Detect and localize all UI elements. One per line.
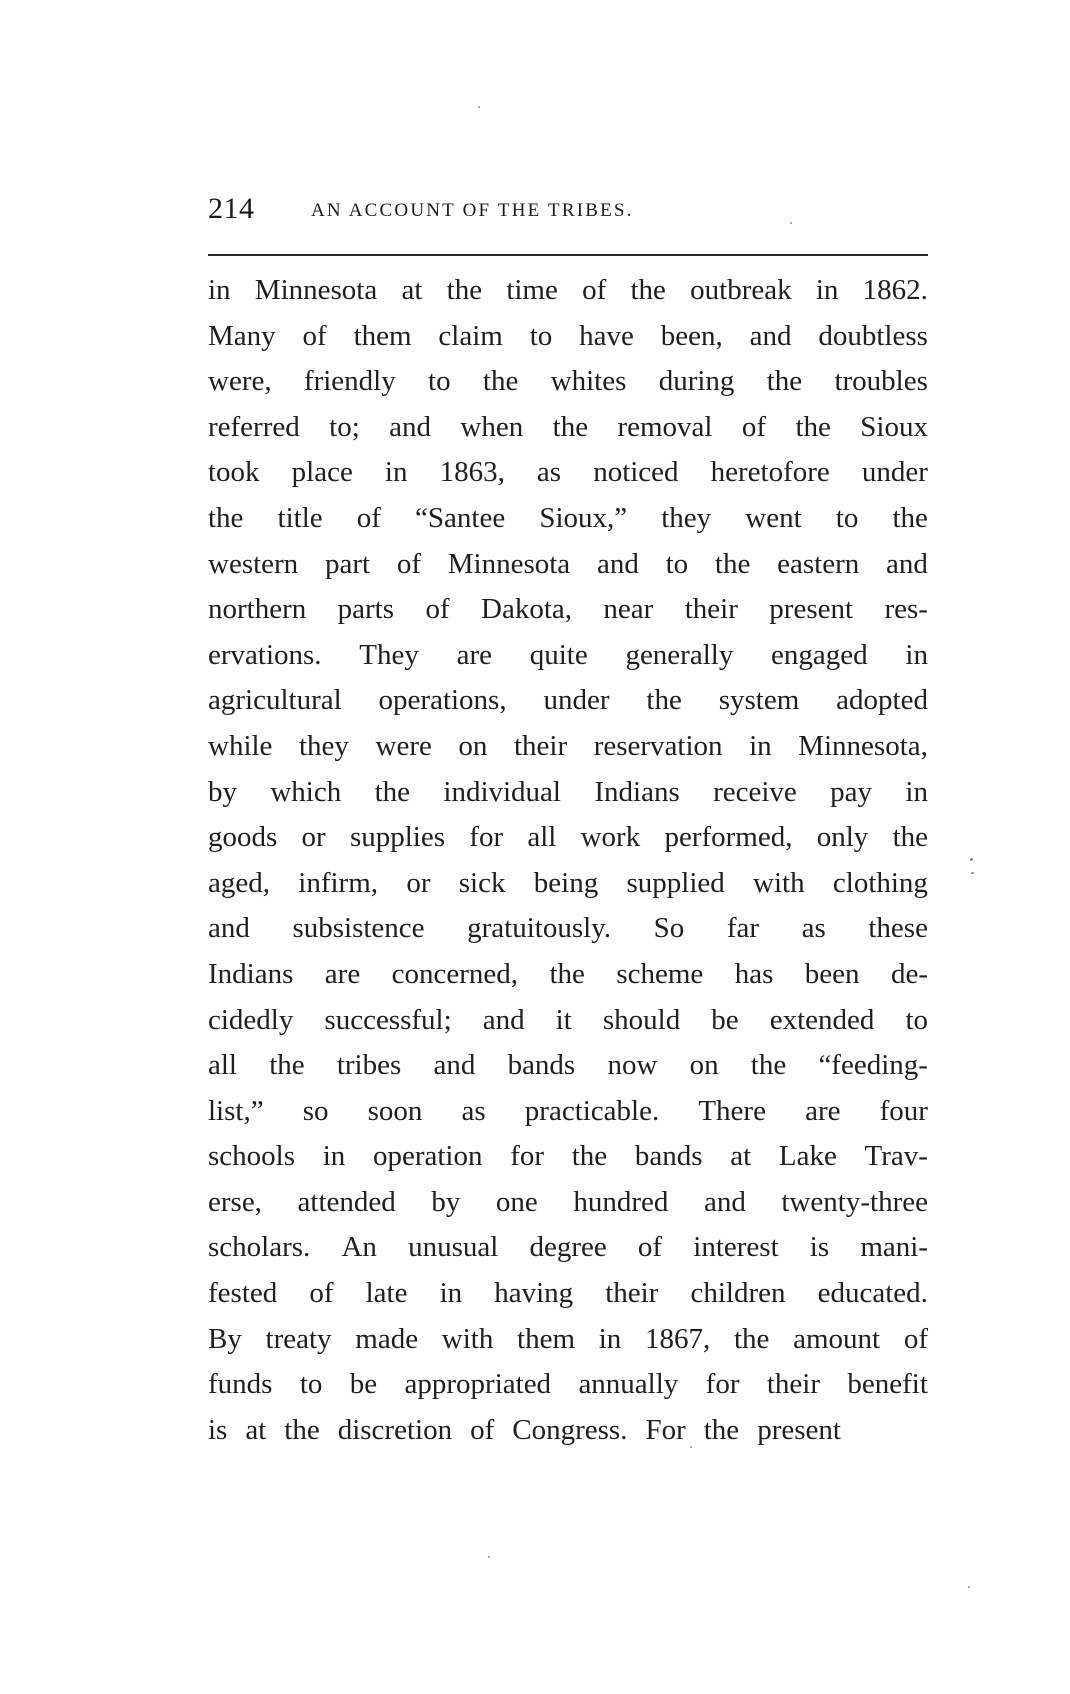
word: list,”: [208, 1094, 264, 1127]
word: the: [208, 501, 244, 534]
word: been,: [660, 319, 723, 352]
word: and: [208, 912, 250, 945]
word: ervations.: [208, 638, 322, 671]
word: Sioux: [860, 410, 928, 443]
word: goods: [208, 821, 278, 854]
word: of: [396, 547, 421, 580]
word: the: [571, 1140, 608, 1173]
word: to: [428, 365, 451, 398]
word: subsistence: [292, 912, 425, 945]
word: tribes: [336, 1049, 402, 1082]
word: 1867,: [645, 1322, 711, 1355]
word: title: [277, 501, 323, 534]
text-line: [208, 1271, 928, 1317]
word: four: [879, 1094, 928, 1127]
word: the: [446, 274, 483, 306]
scan-speck: [968, 1586, 970, 1588]
word: they: [299, 729, 349, 762]
scan-speck: [690, 1446, 692, 1448]
word: the: [374, 775, 411, 808]
word: de-: [890, 957, 928, 990]
word: children: [690, 1277, 786, 1310]
text-line: [208, 1089, 928, 1135]
word: all: [208, 1049, 237, 1082]
word: scheme: [616, 957, 704, 990]
word: heretofore: [710, 456, 830, 489]
word: concerned,: [391, 957, 519, 990]
word: in: [439, 1277, 463, 1310]
text-line: [208, 633, 928, 679]
word: Minnesota: [254, 274, 378, 306]
word: under: [543, 684, 610, 717]
word: referred: [208, 410, 300, 443]
word: extended: [769, 1003, 875, 1036]
word: system: [718, 684, 800, 717]
word: of: [582, 274, 607, 306]
word: to: [835, 501, 859, 534]
text-line: [208, 861, 928, 907]
text-line: [208, 1180, 928, 1226]
word: scholars.: [208, 1231, 311, 1264]
word: of: [903, 1322, 928, 1355]
word: should: [602, 1003, 681, 1036]
word: be: [349, 1368, 378, 1401]
text-line: [208, 314, 928, 360]
word: made: [355, 1322, 419, 1355]
word: fested: [208, 1277, 278, 1310]
word: their: [605, 1277, 659, 1310]
word: and: [389, 410, 432, 443]
word: of: [741, 410, 767, 443]
word: is: [208, 1413, 228, 1446]
scan-speck: [971, 872, 974, 874]
word: under: [861, 456, 928, 489]
word: receive: [713, 775, 797, 808]
word: unusual: [408, 1231, 499, 1264]
word: in: [905, 775, 928, 808]
running-head: AN ACCOUNT OF THE TRIBES.: [311, 200, 634, 221]
word: For: [645, 1413, 686, 1446]
word: interest: [693, 1231, 779, 1264]
word: in: [208, 274, 231, 306]
word: at: [730, 1140, 752, 1173]
word: by: [431, 1185, 461, 1218]
word: near: [603, 593, 654, 626]
word: of: [425, 593, 450, 626]
word: Sioux,”: [539, 501, 628, 534]
text-line: [208, 405, 928, 451]
text-line: [208, 1317, 928, 1363]
page-header: [208, 188, 928, 238]
text-line: [208, 906, 928, 952]
word: the: [766, 365, 803, 398]
text-line: [208, 1362, 928, 1408]
word: successful;: [324, 1003, 452, 1036]
scan-speck: [970, 858, 973, 861]
word: infirm,: [298, 866, 379, 899]
word: “Santee: [415, 501, 506, 534]
text-line: [208, 1043, 928, 1089]
word: are: [324, 957, 361, 990]
word: Lake: [778, 1140, 837, 1173]
word: Indians: [594, 775, 680, 808]
word: hundred: [573, 1185, 669, 1218]
word: it: [555, 1003, 572, 1036]
word: while: [208, 729, 273, 762]
text-line: [208, 815, 928, 861]
word: funds: [208, 1368, 273, 1401]
word: are: [805, 1094, 841, 1127]
word: res-: [884, 593, 928, 626]
word: with: [441, 1322, 494, 1355]
word: western: [208, 547, 299, 580]
word: Minnesota: [447, 547, 571, 580]
word: and: [703, 1185, 746, 1218]
text-line: [208, 724, 928, 770]
word: treaty: [265, 1322, 332, 1355]
word: during: [658, 365, 735, 398]
word: of: [356, 501, 381, 534]
word: Many: [208, 319, 276, 352]
word: degree: [529, 1231, 607, 1264]
word: supplies: [349, 821, 446, 854]
word: when: [460, 410, 524, 443]
word: time: [506, 274, 558, 306]
word: far: [726, 912, 760, 945]
word: part: [324, 547, 371, 580]
word: and: [433, 1049, 476, 1082]
word: place: [291, 456, 353, 489]
text-line: [208, 952, 928, 998]
word: been: [804, 957, 860, 990]
word: Trav-: [864, 1140, 928, 1173]
word: as: [461, 1094, 486, 1127]
text-line: [208, 1225, 928, 1271]
word: operations,: [378, 684, 507, 717]
word: went: [745, 501, 802, 534]
word: at: [245, 1413, 267, 1446]
word: whites: [550, 365, 627, 398]
word: removal: [617, 410, 713, 443]
word: practicable.: [524, 1094, 660, 1127]
text-line: [208, 1408, 928, 1454]
word: the: [714, 547, 751, 580]
word: the: [284, 1413, 320, 1446]
word: for: [510, 1140, 545, 1173]
word: clothing: [832, 866, 928, 899]
word: to: [905, 1003, 928, 1036]
word: eastern: [777, 547, 860, 580]
word: benefit: [847, 1368, 928, 1401]
word: annually: [578, 1368, 679, 1401]
word: on: [689, 1049, 719, 1082]
word: 1862.: [862, 274, 928, 306]
word: adopted: [836, 684, 928, 717]
word: at: [401, 274, 423, 306]
word: schools: [208, 1140, 295, 1173]
word: present: [757, 1413, 841, 1446]
word: the: [630, 274, 666, 306]
word: An: [341, 1231, 377, 1264]
word: having: [494, 1277, 574, 1310]
word: doubtless: [818, 319, 928, 352]
word: Indians: [208, 957, 294, 990]
word: and: [749, 319, 792, 352]
word: aged,: [208, 866, 270, 899]
word: amount: [793, 1322, 881, 1355]
word: all: [527, 821, 557, 854]
word: Congress.: [512, 1413, 628, 1446]
word: individual: [443, 775, 561, 808]
word: gratuitously.: [467, 912, 612, 945]
word: now: [607, 1049, 658, 1082]
word: have: [579, 319, 634, 352]
word: in: [815, 274, 839, 306]
word: the: [795, 410, 831, 443]
word: were: [375, 729, 432, 762]
word: engaged: [771, 638, 868, 671]
word: are: [456, 638, 492, 671]
word: by: [208, 775, 237, 808]
text-line: [208, 496, 928, 542]
word: so: [302, 1094, 329, 1127]
word: for: [705, 1368, 740, 1401]
word: they: [661, 501, 712, 534]
word: They: [359, 638, 419, 671]
page-number: 214: [208, 192, 255, 225]
word: outbreak: [690, 274, 792, 306]
word: the: [703, 1413, 740, 1446]
word: appropriated: [404, 1368, 552, 1401]
word: the: [646, 684, 682, 717]
text-line: [208, 359, 928, 405]
word: the: [482, 365, 519, 398]
word: discretion: [337, 1413, 453, 1446]
text-line: [208, 678, 928, 724]
word: agricultural: [208, 684, 342, 717]
word: to;: [329, 410, 360, 443]
word: bands: [634, 1140, 703, 1173]
word: reservation: [593, 729, 723, 762]
word: their: [766, 1368, 821, 1401]
body-text: [208, 268, 928, 1453]
scan-speck: [790, 222, 792, 224]
word: be: [711, 1003, 739, 1036]
word: and: [596, 547, 639, 580]
word: for: [469, 821, 504, 854]
word: present: [769, 593, 854, 626]
text-line: [208, 1134, 928, 1180]
word: quite: [529, 638, 588, 671]
word: to: [299, 1368, 323, 1401]
word: or: [301, 821, 326, 854]
word: generally: [625, 638, 734, 671]
word: friendly: [303, 365, 396, 398]
word: of: [470, 1413, 495, 1446]
text-line: [208, 587, 928, 633]
word: There: [698, 1094, 766, 1127]
text-line: [208, 542, 928, 588]
word: the: [549, 957, 585, 990]
word: in: [322, 1140, 346, 1173]
word: attended: [297, 1185, 396, 1218]
word: troubles: [834, 365, 928, 398]
word: northern: [208, 593, 307, 626]
word: “feeding-: [818, 1049, 928, 1082]
word: their: [513, 729, 568, 762]
word: late: [365, 1277, 408, 1310]
word: parts: [337, 593, 395, 626]
word: 1863,: [439, 456, 505, 489]
word: the: [892, 501, 928, 534]
word: of: [637, 1231, 663, 1264]
word: the: [552, 410, 589, 443]
word: their: [684, 593, 738, 626]
word: mani-: [860, 1231, 928, 1264]
word: of: [309, 1277, 334, 1310]
word: in: [598, 1322, 622, 1355]
word: the: [733, 1322, 770, 1355]
word: soon: [367, 1094, 423, 1127]
word: on: [458, 729, 488, 762]
scan-speck: [488, 1556, 490, 1558]
word: which: [270, 775, 342, 808]
text-line: [208, 770, 928, 816]
word: Minnesota,: [798, 729, 928, 762]
word: them: [517, 1322, 576, 1355]
word: Dakota,: [481, 593, 573, 626]
word: cidedly: [208, 1003, 294, 1036]
text-line: [208, 450, 928, 496]
word: as: [536, 456, 562, 489]
word: performed,: [664, 821, 793, 854]
scan-speck: [478, 106, 480, 108]
word: bands: [507, 1049, 576, 1082]
word: with: [753, 866, 805, 899]
word: these: [868, 912, 928, 945]
word: work: [580, 821, 641, 854]
text-line: [208, 998, 928, 1044]
word: the: [269, 1049, 305, 1082]
word: them: [353, 319, 412, 352]
word: operation: [372, 1140, 483, 1173]
word: twenty-three: [781, 1185, 928, 1218]
word: has: [734, 957, 774, 990]
word: took: [208, 456, 260, 489]
word: and: [482, 1003, 525, 1036]
word: the: [750, 1049, 787, 1082]
header-rule: [208, 254, 928, 256]
word: of: [302, 319, 327, 352]
word: educated.: [817, 1277, 928, 1310]
word: pay: [830, 775, 873, 808]
word: supplied: [626, 866, 725, 899]
word: erse,: [208, 1185, 262, 1218]
word: claim: [438, 319, 503, 352]
text-line: [208, 268, 928, 314]
word: is: [809, 1231, 830, 1264]
word: to: [529, 319, 553, 352]
word: one: [495, 1185, 538, 1218]
word: in: [749, 729, 772, 762]
word: being: [533, 866, 599, 899]
word: in: [905, 638, 928, 671]
word: only: [816, 821, 869, 854]
word: By: [208, 1322, 242, 1355]
word: So: [653, 912, 685, 945]
word: as: [801, 912, 826, 945]
word: the: [892, 821, 928, 854]
word: were,: [208, 365, 272, 398]
word: and: [886, 547, 928, 580]
word: or: [406, 866, 431, 899]
word: in: [384, 456, 408, 489]
word: noticed: [593, 456, 679, 489]
word: to: [665, 547, 689, 580]
word: sick: [458, 866, 506, 899]
